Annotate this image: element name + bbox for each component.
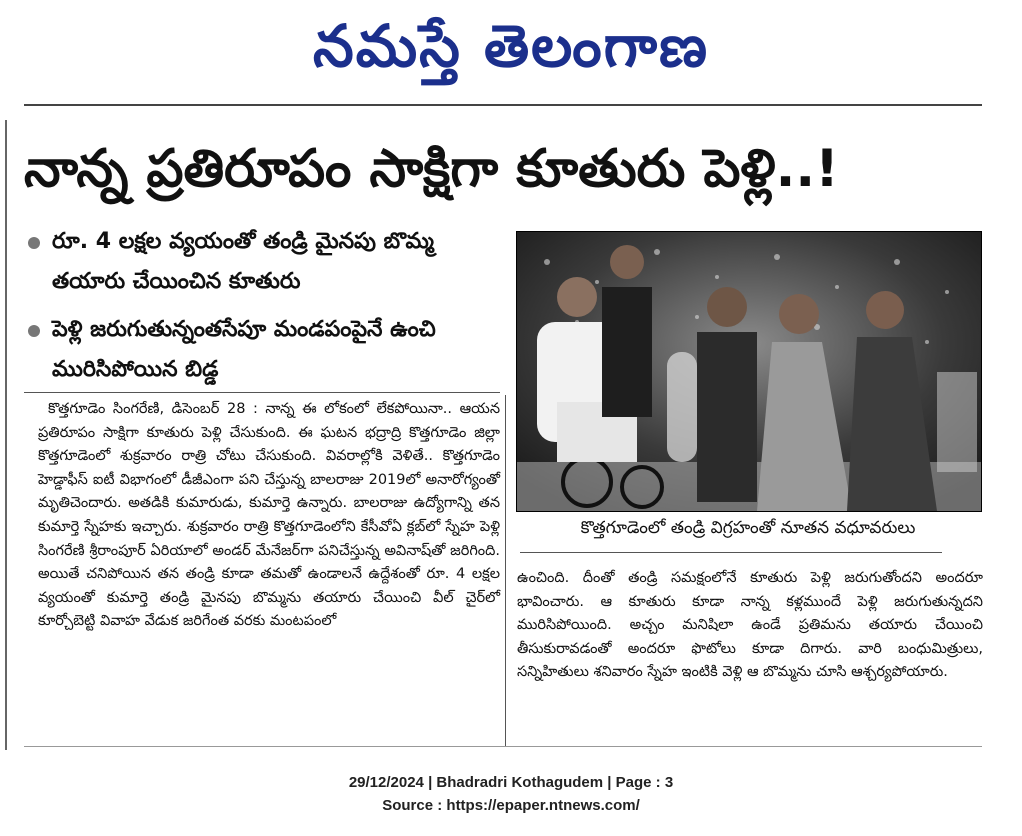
article-body-left: కొత్తగూడెం సింగరేణి, డిసెంబర్ 28 : నాన్న ఈ లోకంలో లేకపోయినా.. ఆయన ప్రతిరూపం సాక్షిగా కూతురు పెళ్లి చేసుకుంది. ఈ ఘటన భద్రాద్రి కొత్తగూడెం జిల్లా కొత్తగూడెంలో శుక్రవారం రాత్రి చోటు చేసుకుంది. వివరాల్లోకి వెళితే.. కొత్తగూడెం హెడ్డాఫీస్ ఐటీ విభాగంలో డీజీఎంగా పని చేస్తున్న బాలరాజు 2019లో అనారోగ్యంతో మృతిచెందారు. అతడికి కుమారుడు, కుమార్తె ఉన్నారు. బాలరాజు ఉద్యోగాన్ని తన కుమార్తె స్నేహకు ఇచ్చారు. శుక్రవారం రాత్రి కొత్తగూడెంలోని కేసీవోఏ క్లబ్‌లో స్నేహ పెళ్లి సింగరేణి శ్రీరాంపూర్ ఏరియాలో అండర్ మేనేజర్‌గా పనిచేస్తున్న అవినాష్‌తో జరిగింది. అయితే చనిపోయిన తన తండ్రి కూడా తమతో ఉండాలనే ఉద్దేశంతో రూ. 4 లక్షల వ్యయంతో కుమార్తె తండ్రి మైనపు బొమ్మను తయారు చేయించి వీల్ చైర్‌లో కూర్చోబెట్టి వివాహ వేడుక జరిగేంత వరకు మంటపంలో [38,401,500,630]
footer-source-link[interactable]: Source : https://epaper.ntnews.com/ [382,797,640,814]
bullet-item [28,310,498,390]
photo-caption: కొత్తగూడెంలో తండ్రి విగ్రహంతో నూతన వధూవరులు [580,518,916,538]
wedding-photo [516,231,982,512]
bullets-divider [24,392,500,393]
highlight-bullets [28,222,498,398]
column-divider [505,395,506,747]
masthead-logo: నమస్తే తెలంగాణ [313,12,709,80]
bottom-divider [24,746,982,747]
photo-illustration [517,232,981,511]
bullet-dot-icon [28,237,40,249]
bullet-item [28,222,498,302]
bullet-text: రూ. 4 లక్షల వ్యయంతో తండ్రి మైనపు బొమ్మ తయారు చేయించిన కూతురు [52,229,434,294]
bullet-text: పెళ్లి జరుగుతున్నంతసేపూ మండపంపైనే ఉంచి మురిసిపోయిన బిడ్డ [52,317,436,382]
article-body-right: ఉంచింది. దీంతో తండ్రి సమక్షంలోనే కూతురు పెళ్లి జరుగుతోందని అందరూ భావించారు. ఆ కూతురు కూడా నాన్న కళ్లముందే పెళ్లి జరుగుతున్నదని మురిసిపోయింది. అచ్చం మనిషిలా ఉండే ప్రతిమను తయారు చేయించి తీసుకురావడంతో అందరూ ఫొటోలు కూడా దిగారు. వారి బంధుమిత్రులు, సన్నిహితులు శనివారం స్నేహ ఇంటికి వెళ్లి ఆ బొమ్మను చూసి ఆశ్చర్యపోయారు. [517,570,983,681]
left-border [5,120,7,750]
caption-divider [520,552,942,553]
masthead-divider [24,104,982,106]
headline: నాన్న ప్రతిరూపం సాక్షిగా కూతురు పెళ్లి..! [24,139,839,199]
bullet-dot-icon [28,325,40,337]
footer-date-edition: 29/12/2024 | Bhadradri Kothagudem | Page : 3 [348,774,674,791]
